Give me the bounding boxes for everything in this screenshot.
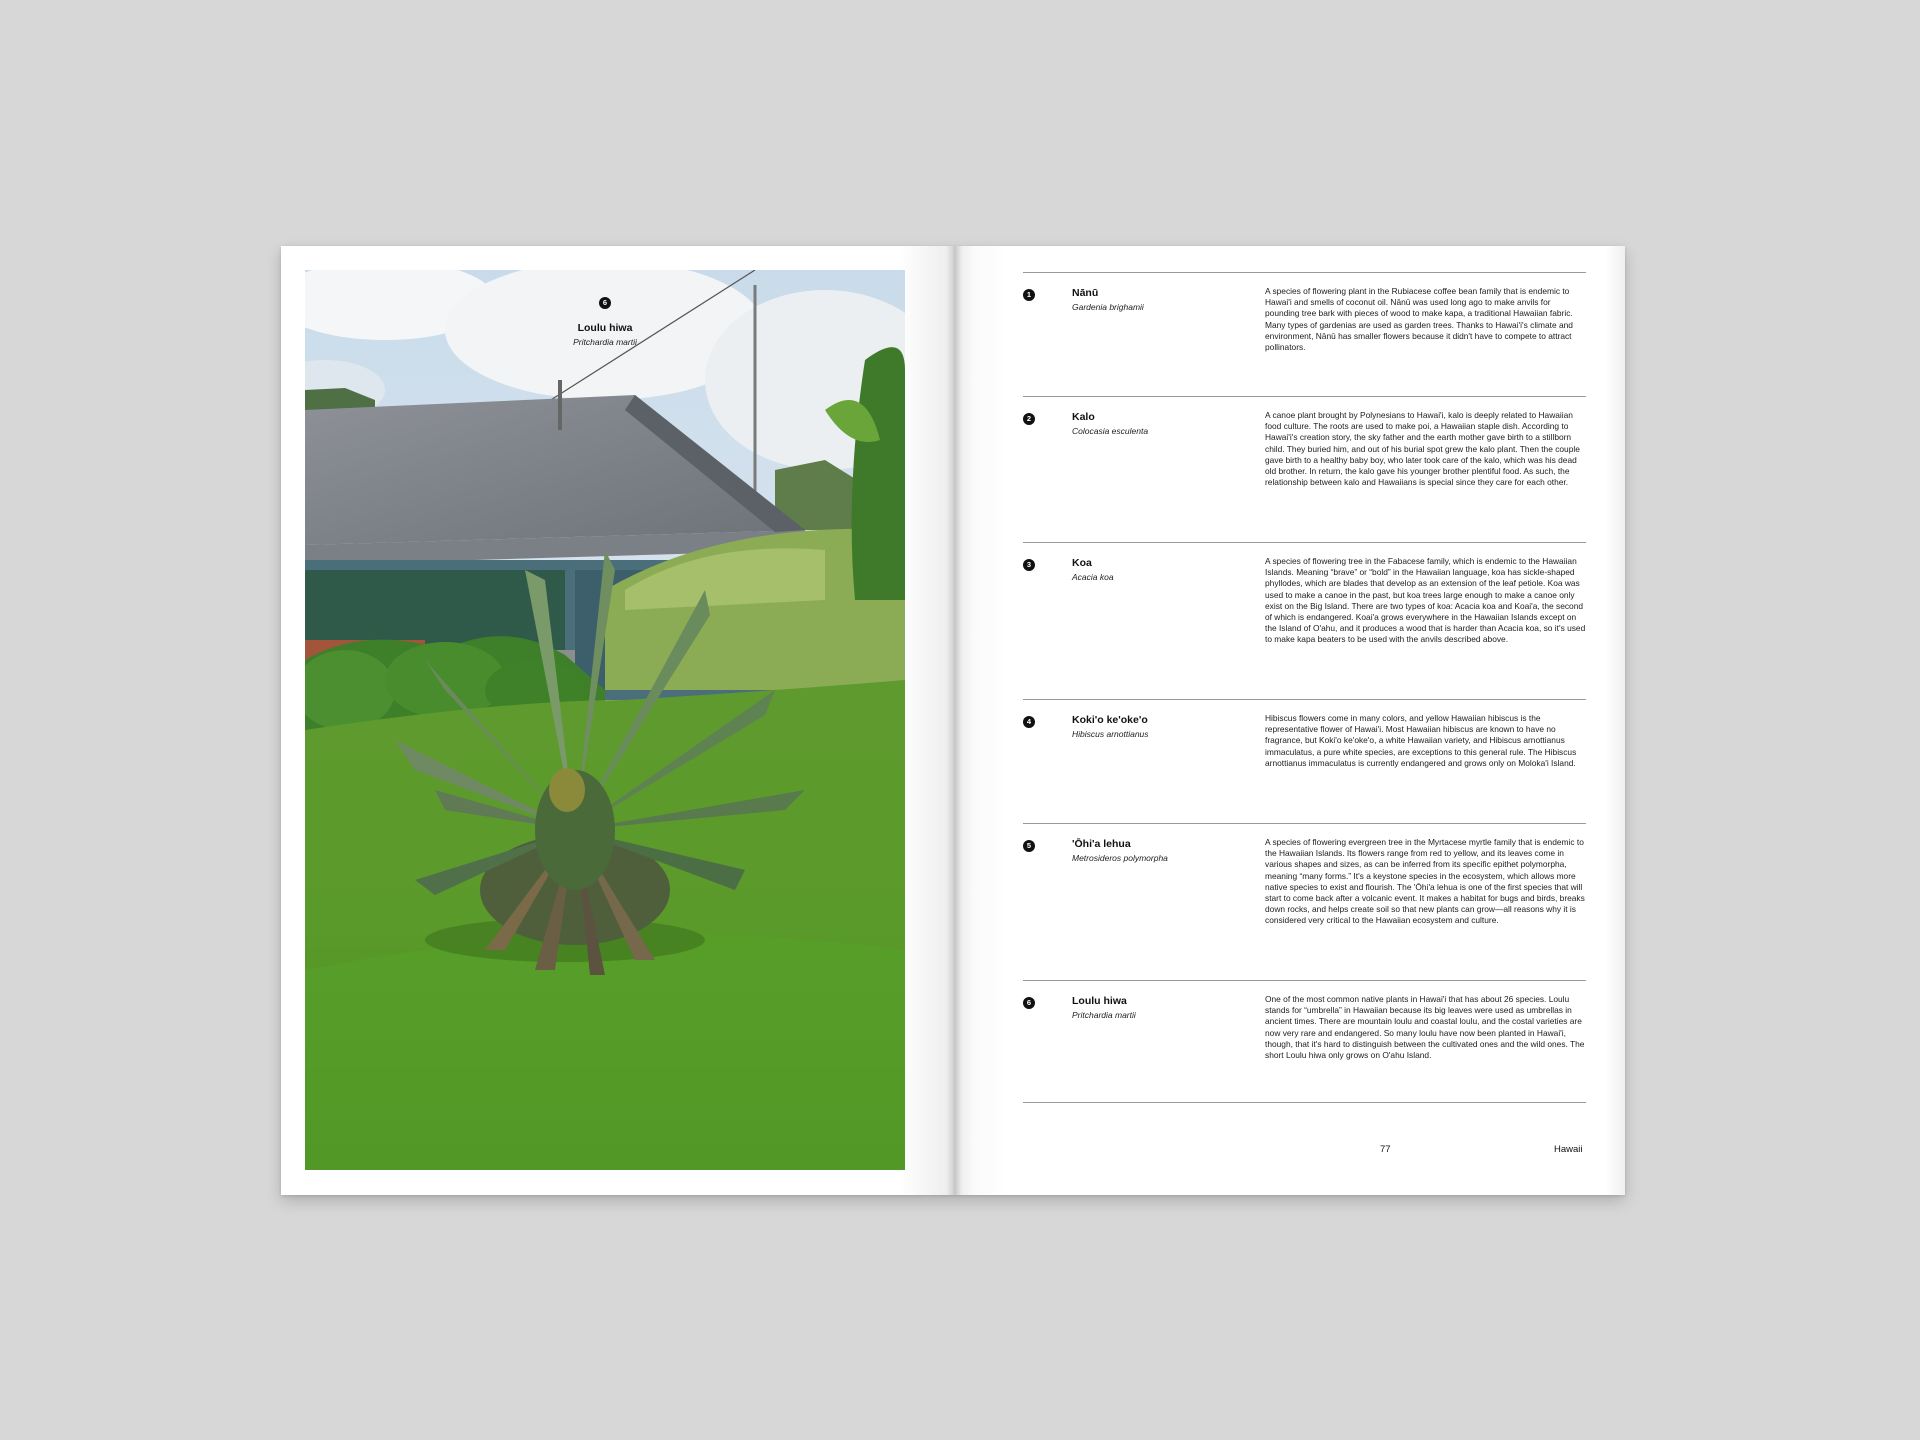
photo-caption-latin: Pritchardia martii xyxy=(573,337,637,347)
species-description: A species of flowering plant in the Rubiacese coffee bean family that is endemic to Hawai'i and smells of coconut oil. Nānū was used long ago to make anvils for pounding tree bark with pieces of wood to make kapa, a traditional Hawaiian fabric. Many types of gardenias are used as garden trees. Thanks to Hawai'i's climate and environment, Nānū has smaller flowers because it didn't have to compete to attract pollinators. xyxy=(1265,286,1573,353)
species-latin-name: Pritchardia martii xyxy=(1072,1010,1136,1020)
species-name: Loulu hiwa xyxy=(1072,995,1127,1007)
photo-caption xyxy=(305,292,905,347)
species-name: Koki'o ke'oke'o xyxy=(1072,714,1148,726)
number-badge: 5 xyxy=(1023,840,1035,852)
number-badge: 2 xyxy=(1023,413,1035,425)
number-badge: 6 xyxy=(599,297,611,309)
species-entry xyxy=(1023,542,1586,699)
species-name: 'Ōhi'a lehua xyxy=(1072,838,1131,850)
section-title: Hawaii xyxy=(1554,1144,1583,1155)
palm-garden-image xyxy=(305,270,905,1170)
species-list xyxy=(1023,272,1586,1103)
palm-photo xyxy=(305,270,905,1170)
left-page xyxy=(281,246,953,1195)
book-spine-shadow xyxy=(946,246,962,1195)
number-badge: 4 xyxy=(1023,716,1035,728)
species-description: One of the most common native plants in Hawai'i that has about 26 species. Loulu stands for “umbrella” in Hawaiian because its big leaves were used as umbrellas in ancient times. There are mountain loulu and coastal loulu, and the costal varieties are now very rare and endangered. So many loulu have now been planted in Hawai'i, though, that it's hard to distinguish between the cultivated ones and the wild ones. The short Loulu hiwa only grows on O'ahu Island. xyxy=(1265,994,1585,1061)
open-magazine-spread xyxy=(281,246,1625,1195)
species-entry xyxy=(1023,396,1586,542)
list-bottom-rule xyxy=(1023,1102,1586,1103)
species-entry xyxy=(1023,823,1586,980)
species-name: Koa xyxy=(1072,557,1092,569)
species-latin-name: Gardenia brighamii xyxy=(1072,302,1144,312)
species-entry xyxy=(1023,980,1586,1102)
species-description: A canoe plant brought by Polynesians to Hawai'i, kalo is deeply related to Hawaiian food culture. The roots are used to make poi, a Hawaiian staple dish. According to Hawai'i's creation story, the sky father and the earth mother gave birth to a stillborn child. They buried him, and out of his burial spot grew the kalo plant. Then the couple gave birth to a healthy baby boy, who later took care of the kalo, which was his dead old brother. In return, the kalo gave his younger brother plentiful food. As such, the relationship between kalo and Hawaiians is special since they care for each other. xyxy=(1265,410,1580,488)
species-description: Hibiscus flowers come in many colors, and yellow Hawaiian hibiscus is the representative flower of Hawai'i. Most Hawaiian hibiscus are known to have no fragrance, but Koki'o ke'oke'o, a white Hawaiian variety, and Hibiscus arnottianus immaculatus, a pure white species, are exceptions to this general rule. The Hibiscus arnottianus immaculatus is currently endangered and grows only on Moloka'i Island. xyxy=(1265,713,1577,768)
species-latin-name: Colocasia esculenta xyxy=(1072,426,1149,436)
page-number: 77 xyxy=(1380,1144,1391,1155)
species-latin-name: Acacia koa xyxy=(1072,572,1114,582)
number-badge: 6 xyxy=(1023,997,1035,1009)
species-description: A species of flowering evergreen tree in the Myrtacese myrtle family that is endemic to the Hawaiian Islands. Its flowers range from red to yellow, and its leaves come in various shapes and sizes, as can be inferred from its specific epithet polymorpha, meaning “many forms.” It's a keystone species in the ecosystem, which allows more native species to exist and flourish. The 'Ōhi'a lehua is one of the first species that will start to come back after a volcanic event. It makes a habitat for bugs and birds, breaks down rocks, and helps create soil so that new plants can grow—all reasons why it is considered very critical to the Hawaiian ecosystem and culture. xyxy=(1265,837,1585,926)
species-entry xyxy=(1023,699,1586,823)
species-name: Nānū xyxy=(1072,287,1099,299)
species-latin-name: Hibiscus arnottianus xyxy=(1072,729,1149,739)
species-latin-name: Metrosideros polymorpha xyxy=(1072,853,1168,863)
photo-caption-name: Loulu hiwa xyxy=(577,322,633,334)
number-badge: 3 xyxy=(1023,559,1035,571)
species-name: Kalo xyxy=(1072,411,1095,423)
species-entry xyxy=(1023,272,1586,396)
species-description: A species of flowering tree in the Fabacese family, which is endemic to the Hawaiian Islands. Meaning “brave” or “bold” in the Hawaiian language, koa has sickle-shaped phyllodes, which are blades that develop as an extension of the leaf petiole. Koa was used to make a canoe in the past, but koa trees large enough to make a canoe only exist on the Big Island. There are two types of koa: Acacia koa and Koai'a, the second of which is endangered. Koai'a grows everywhere in the Hawaiian Islands except on the Island of O'ahu, and it produces a wood that is harder than Acacia koa, so it's used to make kapa beaters to be used with the anvils described above. xyxy=(1265,556,1586,645)
number-badge: 1 xyxy=(1023,289,1035,301)
